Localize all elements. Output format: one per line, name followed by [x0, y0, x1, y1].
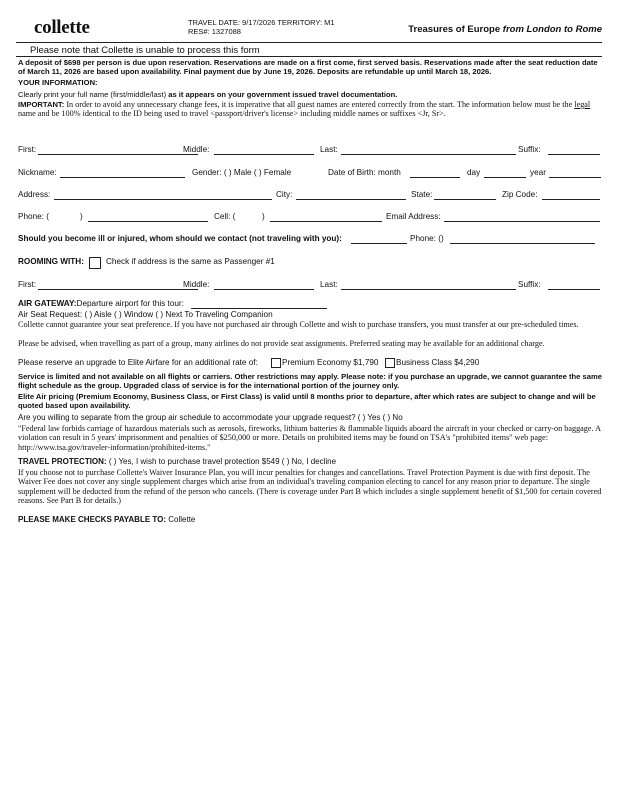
elite-pricing-text: Elite Air pricing (Premium Economy, Business Class, or First Class) is valid until 8 months prior to departure, after which rates are subject to change and will be quoted based upon availability.	[18, 392, 596, 411]
phone-row	[18, 212, 602, 224]
service-limited-text: Service is limited and not available on all flights or carriers. Other restrictions may apply. Please note: if you purchase an upgrade, we cannot guarantee the same flight schedule as the group. Upgraded class of service is for the international portion of the journey only.	[18, 372, 602, 391]
seat-request[interactable]: Air Seat Request: ( ) Aisle ( ) Window ( ) Next To Traveling Companion	[18, 310, 273, 319]
air-gateway	[18, 299, 184, 308]
address-row	[18, 190, 602, 202]
emergency-label: Should you become ill or injured, whom should we contact (not traveling with you):	[18, 234, 342, 243]
rooming-row	[18, 257, 602, 269]
rooming-label: ROOMING WITH:	[18, 257, 84, 266]
important-label: IMPORTANT:	[18, 100, 65, 109]
emergency-row	[18, 234, 602, 246]
emergency-contact-field[interactable]	[351, 234, 407, 244]
state-label: State:	[411, 190, 433, 199]
advised-text: Please be advised, when travelling as part of a group, many airlines do not provide seat assignments. Preferred seating may be available for an additional charge.	[18, 339, 545, 348]
checks-label: PLEASE MAKE CHECKS PAYABLE TO:	[18, 515, 167, 524]
dob-label: Date of Birth: month	[328, 168, 401, 177]
address-label: Address:	[18, 190, 51, 199]
rooming-name-row	[18, 280, 602, 292]
print-name-a: Clearly print your full name (first/middle/last)	[18, 90, 167, 99]
emergency-phone-field[interactable]	[450, 234, 595, 244]
tour-route: from London to Rome	[502, 24, 602, 35]
email-label: Email Address:	[386, 212, 441, 221]
nickname-row	[18, 168, 602, 180]
phone-label: Phone: (	[18, 212, 49, 221]
notice-text: Please note that Collette is unable to process this form	[30, 45, 260, 56]
print-name-b: as it appears on your government issued travel documentation.	[166, 90, 398, 99]
important-legal: legal	[574, 100, 591, 109]
day-label: day	[467, 168, 481, 177]
suffix-label-2: Suffix:	[518, 280, 541, 289]
upgrade-label: Please reserve an upgrade to Elite Airfare for an additional rate of:	[18, 358, 258, 367]
divider	[16, 56, 602, 57]
same-address-checkbox[interactable]	[89, 257, 101, 269]
hazmat-text: "Federal law forbids carriage of hazardous materials such as aerosols, fireworks, lithium batteries & flammable liquids aboard the aircraft in your checked or carry-on baggage. A violation can result in 5 years' imprisonment and penalties of $250,000 or more. Details on prohibited items may be found on TSA's "prohibited items" web page: http://www.tsa.gov/traveler-information/prohibited-items."	[18, 424, 601, 452]
cell-label: Cell: (	[214, 212, 236, 221]
collette-logo: collette	[34, 17, 90, 38]
cell-close: )	[262, 212, 265, 221]
email-field[interactable]	[444, 212, 600, 222]
business-class-checkbox[interactable]	[385, 358, 395, 368]
roommate-first-field[interactable]	[38, 280, 198, 290]
upgrade-row	[18, 358, 602, 370]
year-label: year	[530, 168, 546, 177]
your-info-heading: YOUR INFORMATION:	[18, 78, 98, 87]
first-label-2: First:	[18, 280, 37, 289]
nickname-label: Nickname:	[18, 168, 57, 177]
tour-title	[408, 24, 602, 35]
premium-economy-checkbox[interactable]	[271, 358, 281, 368]
name-row	[18, 145, 602, 157]
nickname-field[interactable]	[60, 168, 185, 178]
res-number: RES#: 1327088	[188, 27, 241, 36]
last-name-field[interactable]	[341, 145, 516, 155]
city-field[interactable]	[296, 190, 406, 200]
last-label-2: Last:	[320, 280, 338, 289]
middle-label: Middle:	[183, 145, 210, 154]
travel-date-line: TRAVEL DATE: 9/17/2026 TERRITORY: M1	[188, 18, 335, 27]
air-gateway-text: Departure airport for this tour:	[76, 299, 184, 308]
last-label: Last:	[320, 145, 338, 154]
state-field[interactable]	[434, 190, 496, 200]
divider	[16, 42, 602, 43]
roommate-suffix-field[interactable]	[548, 280, 600, 290]
zip-field[interactable]	[542, 190, 600, 200]
separate-question[interactable]: Are you willing to separate from the group air schedule to accommodate your upgrade request? ( ) Yes ( ) No	[18, 413, 403, 422]
checks-payable-row	[18, 515, 602, 524]
travel-protection-label: TRAVEL PROTECTION:	[18, 457, 107, 466]
tour-name: Treasures of Europe	[408, 24, 501, 35]
rooming-check-label: Check if address is the same as Passenger #1	[106, 257, 275, 266]
dob-month-field[interactable]	[410, 168, 460, 178]
business-class-label: Business Class $4,290	[396, 358, 480, 367]
air-gateway-label: AIR GATEWAY:	[18, 299, 77, 308]
roommate-last-field[interactable]	[341, 280, 516, 290]
deposit-text: A deposit of $698 per person is due upon reservation. Reservations are made on a first come, first served basis. Reservations made after the seat reduction date of March 11, 2026 are based upon availability. Final payment due by June 19, 2026. Deposits are refundable up until March 18, 2026.	[18, 58, 598, 77]
travel-protection-options[interactable]: ( ) Yes, I wish to purchase travel protection $549 ( ) No, I decline	[106, 457, 337, 466]
first-label: First:	[18, 145, 37, 154]
zip-label: Zip Code:	[502, 190, 538, 199]
travel-protection-body: If you choose not to purchase Collette's Waiver Insurance Plan, you will incur penalties for changes and cancellations. Travel Protection Payment is due with first deposit. The Waiver Fee does not cover any single supplement charges which arise from an individual's traveling companion electing to cancel for any reason prior to departure. The single supplement will be deducted from the refund of the person who cancels. (There is coverage under Part B which includes a single supplement benefit of $1,500 for certain covered reasons. See Part B for details.)	[18, 468, 602, 506]
middle-label-2: Middle:	[183, 280, 210, 289]
dob-year-field[interactable]	[549, 168, 601, 178]
roommate-middle-field[interactable]	[214, 280, 314, 290]
city-label: City:	[276, 190, 293, 199]
first-name-field[interactable]	[38, 145, 198, 155]
suffix-field[interactable]	[548, 145, 600, 155]
middle-name-field[interactable]	[214, 145, 314, 155]
important-b: name and be 100% identical to the ID being used to travel <passport/driver's license> including middle names or suffixes <Jr, Sr>.	[18, 109, 446, 119]
gender-label[interactable]: Gender: ( ) Male ( ) Female	[192, 168, 292, 177]
emergency-phone-label: Phone: ()	[410, 234, 444, 243]
address-field[interactable]	[54, 190, 272, 200]
print-name-instruction	[18, 90, 602, 99]
cell-field[interactable]	[270, 212, 382, 222]
phone-close: )	[80, 212, 83, 221]
checks-payee: Collette	[166, 515, 196, 524]
important-text	[18, 100, 602, 119]
suffix-label: Suffix:	[518, 145, 541, 154]
dob-day-field[interactable]	[484, 168, 526, 178]
seat-pref-text: Collette cannot guarantee your seat preference. If you have not purchased air through Collette and wish to purchase transfers, you must transfer at our pre-scheduled times.	[18, 320, 579, 329]
travel-protection-row[interactable]	[18, 457, 602, 466]
important-a: In order to avoid any unnecessary change fees, it is imperative that all guest names are entered correctly from the start. The information below must be the	[64, 100, 575, 109]
departure-airport-field[interactable]	[191, 299, 327, 309]
phone-field[interactable]	[88, 212, 208, 222]
premium-economy-label: Premium Economy $1,790	[282, 358, 379, 367]
